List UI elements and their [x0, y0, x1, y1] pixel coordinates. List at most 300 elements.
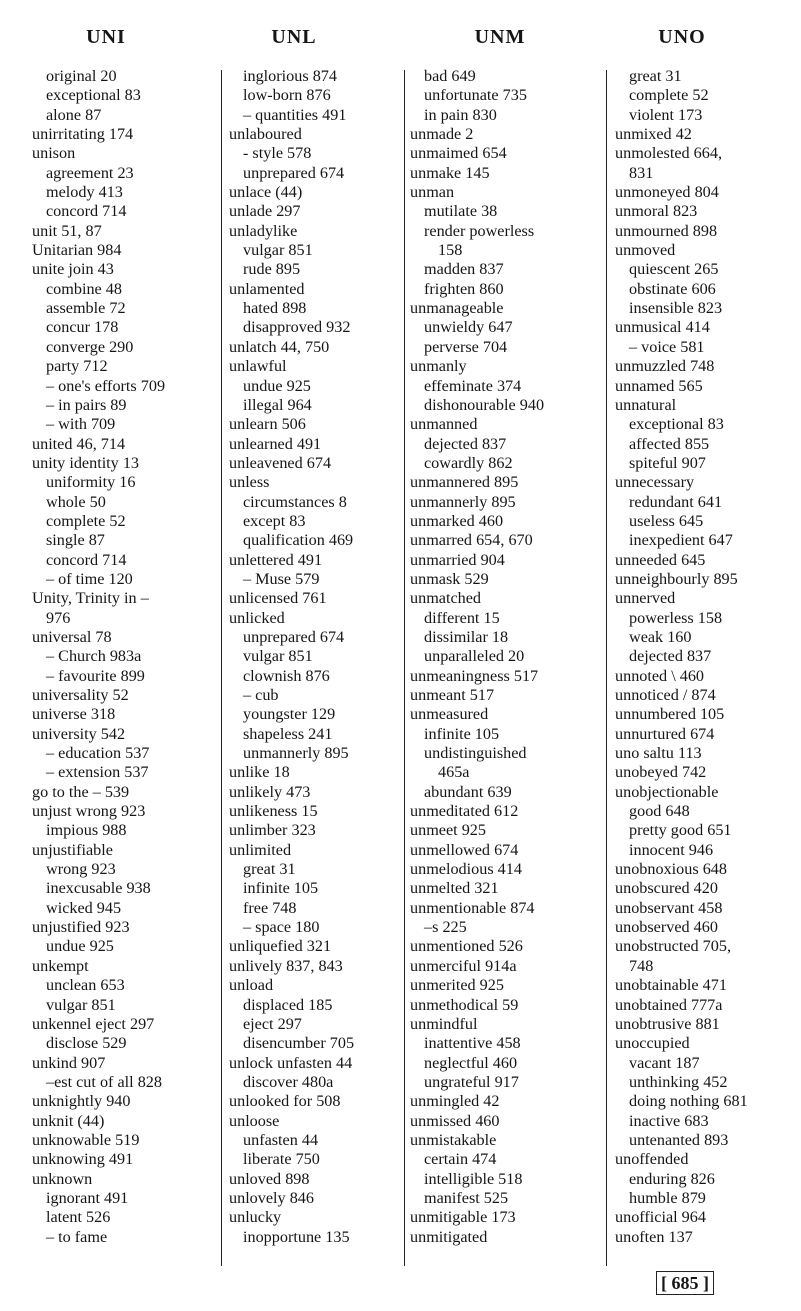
index-entry-text: good 648	[629, 802, 690, 821]
index-entry-text: university 542	[32, 724, 126, 743]
index-entry-text: unmitigated	[410, 1227, 488, 1246]
index-entry	[32, 1189, 227, 1208]
index-entry	[410, 396, 605, 415]
index-entry	[410, 802, 605, 821]
index-entry-text: unlatch 44, 750	[229, 337, 330, 356]
index-entry-text: manifest 525	[424, 1188, 509, 1207]
index-entry-text: unmerited 925	[410, 976, 504, 995]
index-entry	[229, 647, 424, 666]
index-entry-text: unofficial 964	[615, 1208, 706, 1227]
index-entry-text: unlooked for 508	[229, 1092, 341, 1111]
index-entry	[32, 551, 227, 570]
index-entry	[229, 1131, 424, 1150]
column-2	[229, 67, 424, 1247]
index-entry-text: neglectful 460	[424, 1053, 518, 1072]
index-entry	[410, 589, 605, 608]
index-entry-text: – space 180	[243, 918, 320, 937]
index-entry-text: unobstructed 705,	[615, 937, 731, 956]
index-entry	[229, 415, 424, 434]
index-entry	[615, 996, 801, 1015]
index-entry-text: clownish 876	[243, 666, 330, 685]
index-entry-text: unprepared 674	[243, 627, 345, 646]
index-entry	[410, 1054, 605, 1073]
index-entry-text: unneighbourly 895	[615, 569, 738, 588]
index-entry-text: unmeaningness 517	[410, 666, 539, 685]
index-entry-text: - style 578	[243, 144, 312, 163]
index-entry	[229, 609, 424, 628]
index-entry	[32, 763, 227, 782]
index-entry	[410, 1073, 605, 1092]
index-entry	[229, 976, 424, 995]
index-entry-text: unloose	[229, 1111, 280, 1130]
index-entry	[229, 1112, 424, 1131]
index-entry	[410, 280, 605, 299]
index-entry	[615, 1228, 801, 1247]
index-entry	[229, 1150, 424, 1169]
index-entry-text: violent 173	[629, 105, 703, 124]
index-entry	[229, 667, 424, 686]
index-entry	[229, 1073, 424, 1092]
index-entry	[615, 435, 801, 454]
index-entry-text: innocent 946	[629, 840, 714, 859]
index-entry	[229, 318, 424, 337]
index-entry-text: unite join 43	[32, 260, 114, 279]
index-entry	[229, 899, 424, 918]
index-entry	[615, 841, 801, 860]
index-entry	[229, 396, 424, 415]
index-entry	[410, 531, 605, 550]
index-entry	[229, 357, 424, 376]
index-entry	[410, 241, 605, 260]
index-entry-text: disencumber 705	[243, 1034, 355, 1053]
index-entry	[615, 937, 801, 956]
index-entry	[615, 647, 801, 666]
index-entry	[410, 435, 605, 454]
index-entry	[615, 551, 801, 570]
index-entry	[32, 1015, 227, 1034]
index-entry-text: unmoral 823	[615, 202, 698, 221]
index-entry-text: unknit (44)	[32, 1111, 105, 1130]
index-entry	[32, 744, 227, 763]
index-entry	[229, 280, 424, 299]
index-entry-text: unknowing 491	[32, 1150, 134, 1169]
index-entry	[410, 1034, 605, 1053]
index-entry	[229, 1208, 424, 1227]
index-entry	[32, 338, 227, 357]
index-entry	[615, 821, 801, 840]
index-entry	[229, 551, 424, 570]
index-entry	[32, 725, 227, 744]
index-entry-text: great 31	[629, 67, 682, 85]
index-entry-text: unmerciful 914a	[410, 956, 517, 975]
index-entry	[32, 280, 227, 299]
index-entry-text: – with 709	[46, 415, 116, 434]
index-entry	[229, 222, 424, 241]
index-entry	[229, 531, 424, 550]
index-entry-text: inexpedient 647	[629, 531, 733, 550]
index-entry-text: great 31	[243, 860, 296, 879]
index-entry	[615, 976, 801, 995]
index-entry-text: unlovely 846	[229, 1188, 314, 1207]
index-entry-text: inattentive 458	[424, 1034, 521, 1053]
index-entry	[32, 202, 227, 221]
index-entry	[615, 1073, 801, 1092]
index-entry	[32, 783, 227, 802]
index-entry-text: powerless 158	[629, 608, 723, 627]
index-entry-text: unmeet 925	[410, 821, 486, 840]
index-entry-text: cowardly 862	[424, 453, 513, 472]
index-entry	[32, 260, 227, 279]
index-entry-text: unlearned 491	[229, 434, 322, 453]
index-entry-text: unlively 837, 843	[229, 956, 343, 975]
index-entry-text: effeminate 374	[424, 376, 522, 395]
index-entry	[32, 860, 227, 879]
index-entry	[32, 415, 227, 434]
index-entry	[32, 686, 227, 705]
index-entry-text: – in pairs 89	[46, 395, 127, 414]
index-entry-text: unoften 137	[615, 1227, 693, 1246]
index-entry-text: whole 50	[46, 492, 106, 511]
index-entry-text: unobeyed 742	[615, 763, 707, 782]
index-entry	[615, 377, 801, 396]
index-entry-text: unoffended	[615, 1150, 689, 1169]
index-entry	[615, 957, 801, 976]
index-entry-text: undue 925	[46, 937, 114, 956]
column-divider	[404, 70, 405, 1266]
index-entry-text: unobjectionable	[615, 782, 719, 801]
index-entry-text: unmask 529	[410, 569, 489, 588]
index-entry	[615, 879, 801, 898]
index-entry-text: concord 714	[46, 550, 127, 569]
index-entry-text: liberate 750	[243, 1150, 320, 1169]
index-entry-text: untenanted 893	[629, 1130, 729, 1149]
index-entry-text: unmindful	[410, 1014, 478, 1033]
index-entry	[410, 821, 605, 840]
index-entry	[615, 744, 801, 763]
index-entry	[229, 144, 424, 163]
index-entry-text: exceptional 83	[629, 415, 724, 434]
index-entry-text: unmoved	[615, 241, 676, 260]
index-entry-text: unmelodious 414	[410, 860, 522, 879]
index-entry-text: unmoneyed 804	[615, 183, 719, 202]
index-entry	[410, 725, 605, 744]
index-entry	[615, 1015, 801, 1034]
index-entry-text: concord 714	[46, 202, 127, 221]
index-entry-text: unmourned 898	[615, 221, 718, 240]
index-entry	[229, 1015, 424, 1034]
index-entry	[615, 686, 801, 705]
index-entry-text: unmistakable	[410, 1130, 497, 1149]
index-entry	[410, 860, 605, 879]
index-entry	[32, 1170, 227, 1189]
index-entry-text: alone 87	[46, 105, 102, 124]
index-entry	[410, 667, 605, 686]
index-entry-text: unmanned	[410, 415, 478, 434]
index-entry-text: – cub	[243, 686, 279, 704]
index-entry	[615, 1208, 801, 1227]
index-entry	[32, 67, 227, 86]
index-entry	[32, 976, 227, 995]
index-entry	[32, 1092, 227, 1111]
index-entry-text: unmeasured	[410, 705, 489, 724]
index-entry-text: unlikely 473	[229, 782, 311, 801]
index-entry	[615, 783, 801, 802]
index-entry	[410, 67, 605, 86]
index-entry-text: unobtrusive 881	[615, 1014, 720, 1033]
index-entry-text: – extension 537	[46, 763, 149, 782]
index-entry-text: unobscured 420	[615, 879, 718, 898]
index-entry-text: unirritating 174	[32, 125, 134, 144]
index-entry-text: unmethodical 59	[410, 995, 519, 1014]
header-col-3: UNM	[474, 26, 526, 48]
index-entry-text: hated 898	[243, 299, 307, 318]
index-entry-text: bad 649	[424, 67, 476, 85]
index-entry-text: dejected 837	[424, 434, 507, 453]
index-entry-text: dishonourable 940	[424, 395, 545, 414]
index-entry	[410, 1015, 605, 1034]
index-entry-text: vulgar 851	[243, 241, 313, 260]
index-entry-text: unman	[410, 183, 455, 202]
header-col-1: UNI	[86, 26, 126, 48]
index-entry	[32, 1034, 227, 1053]
index-entry-text: unlimber 323	[229, 821, 316, 840]
index-entry	[32, 628, 227, 647]
index-entry	[32, 1073, 227, 1092]
index-entry	[615, 183, 801, 202]
index-entry	[410, 125, 605, 144]
index-entry	[32, 125, 227, 144]
index-entry-text: different 15	[424, 608, 500, 627]
index-entry	[32, 357, 227, 376]
index-entry-text: unlicensed 761	[229, 589, 327, 608]
index-entry	[615, 667, 801, 686]
index-entry	[615, 106, 801, 125]
index-entry	[32, 1112, 227, 1131]
index-entry	[32, 531, 227, 550]
index-entry	[229, 435, 424, 454]
index-entry	[615, 241, 801, 260]
index-entry-text: Unity, Trinity in –	[32, 589, 149, 608]
index-entry	[32, 473, 227, 492]
index-entry	[410, 628, 605, 647]
index-entry	[32, 937, 227, 956]
index-entry-text: unmarried 904	[410, 550, 505, 569]
index-entry	[615, 725, 801, 744]
index-entry-text: unmade 2	[410, 125, 474, 144]
index-entry-text: unjustifiable	[32, 840, 113, 859]
index-entry-text: 831	[629, 163, 654, 182]
index-entry-text: unlade 297	[229, 202, 301, 221]
index-entry	[615, 802, 801, 821]
index-entry	[32, 802, 227, 821]
index-entry	[229, 802, 424, 821]
index-entry	[229, 86, 424, 105]
index-entry	[229, 1092, 424, 1111]
index-entry-text: go to the – 539	[32, 782, 130, 801]
index-entry-text: intelligible 518	[424, 1169, 523, 1188]
index-entry-text: eject 297	[243, 1014, 302, 1033]
index-entry	[229, 512, 424, 531]
index-entry-text: wicked 945	[46, 898, 122, 917]
index-entry-text: unit 51, 87	[32, 221, 102, 240]
index-entry	[229, 1170, 424, 1189]
index-entry-text: unlawful	[229, 357, 287, 376]
index-entry-text: unobnoxious 648	[615, 860, 727, 879]
index-entry	[229, 957, 424, 976]
header-col-4: UNO	[658, 26, 706, 48]
index-entry	[32, 996, 227, 1015]
index-entry-text: obstinate 606	[629, 279, 716, 298]
index-entry-text: doing nothing 681	[629, 1092, 748, 1111]
index-entry-text: humble 879	[629, 1188, 706, 1207]
index-entry	[410, 1150, 605, 1169]
index-entry	[410, 763, 605, 782]
index-entry	[229, 1228, 424, 1247]
index-entry	[32, 183, 227, 202]
index-entry-text: unmarked 460	[410, 511, 504, 530]
index-entry-text: complete 52	[46, 511, 126, 530]
index-entry	[410, 473, 605, 492]
index-entry-text: party 712	[46, 357, 108, 376]
index-entry-text: uniformity 16	[46, 473, 136, 492]
index-entry	[410, 1112, 605, 1131]
index-entry	[615, 1170, 801, 1189]
index-entry	[615, 705, 801, 724]
index-entry	[615, 860, 801, 879]
index-entry	[229, 473, 424, 492]
index-entry-text: united 46, 714	[32, 434, 126, 453]
index-entry	[32, 144, 227, 163]
index-entry	[410, 493, 605, 512]
index-entry	[32, 318, 227, 337]
index-entry	[229, 686, 424, 705]
index-entry-text: unlearn 506	[229, 415, 306, 434]
index-entry	[32, 377, 227, 396]
index-entry-text: unkennel eject 297	[32, 1014, 155, 1033]
index-entry	[615, 1112, 801, 1131]
index-entry-text: unlaboured	[229, 125, 302, 144]
index-entry	[410, 1228, 605, 1247]
index-entry-text: inactive 683	[629, 1111, 709, 1130]
index-entry-text: unlicked	[229, 608, 285, 627]
index-entry	[229, 454, 424, 473]
index-entry	[615, 1131, 801, 1150]
index-entry-text: universal 78	[32, 627, 112, 646]
index-entry-text: assemble 72	[46, 299, 126, 318]
index-entry	[229, 841, 424, 860]
index-entry-text: unlamented	[229, 279, 305, 298]
index-entry	[615, 1034, 801, 1053]
index-entry	[410, 512, 605, 531]
index-entry	[229, 628, 424, 647]
index-entry-text: unmannerly 895	[243, 744, 349, 763]
index-entry-text: combine 48	[46, 279, 122, 298]
index-entry-text: unmitigable 173	[410, 1208, 516, 1227]
index-entry-text: undistinguished	[424, 744, 527, 763]
index-entry	[410, 1208, 605, 1227]
index-entry	[410, 338, 605, 357]
index-entry-text: latent 526	[46, 1208, 111, 1227]
index-entry-text: melody 413	[46, 183, 123, 202]
index-entry	[32, 454, 227, 473]
index-entry-text: wrong 923	[46, 860, 116, 879]
index-entry-text: unwieldy 647	[424, 318, 513, 337]
index-entry	[32, 512, 227, 531]
index-entry-text: rude 895	[243, 260, 301, 279]
index-entry-text: unclean 653	[46, 976, 125, 995]
index-entry-text: inexcusable 938	[46, 879, 151, 898]
index-entry-text: unmannerly 895	[410, 492, 516, 511]
index-entry	[410, 841, 605, 860]
index-entry-text: mutilate 38	[424, 202, 498, 221]
index-entry-text: 465a	[438, 763, 470, 782]
index-entry-text: unmanageable	[410, 299, 504, 318]
index-entry-text: infinite 105	[424, 724, 500, 743]
index-entry	[410, 415, 605, 434]
index-entry-text: unknightly 940	[32, 1092, 131, 1111]
index-entry-text: –s 225	[424, 918, 467, 937]
index-entry	[410, 705, 605, 724]
index-entry-text: unmissed 460	[410, 1111, 500, 1130]
index-entry-text: unprepared 674	[243, 163, 345, 182]
index-entry-text: redundant 641	[629, 492, 723, 511]
index-entry	[410, 551, 605, 570]
index-entry	[410, 609, 605, 628]
index-entry	[229, 493, 424, 512]
index-entry	[32, 493, 227, 512]
index-entry-text: – to fame	[46, 1227, 108, 1246]
index-entry-text: abundant 639	[424, 782, 512, 801]
index-entry-text: frighten 860	[424, 279, 504, 298]
index-entry-text: Unitarian 984	[32, 241, 122, 260]
index-entry-text: unmingled 42	[410, 1092, 500, 1111]
index-entry	[615, 86, 801, 105]
index-entry-text: unmelted 321	[410, 879, 499, 898]
index-entry-text: unison	[32, 144, 76, 163]
index-entry-text: perverse 704	[424, 337, 508, 356]
index-entry-text: unmolested 664,	[615, 144, 723, 163]
index-entry-text: unparalleled 20	[424, 647, 525, 666]
index-entry	[229, 106, 424, 125]
index-entry	[410, 879, 605, 898]
index-entry	[32, 957, 227, 976]
index-entry	[229, 125, 424, 144]
index-entry-text: undue 925	[243, 376, 311, 395]
index-entry-text: concur 178	[46, 318, 119, 337]
index-entry-text: unnatural	[615, 395, 677, 414]
index-entry-text: unnoticed / 874	[615, 686, 716, 704]
index-entry-text: insensible 823	[629, 299, 723, 318]
index-entry-text: – favourite 899	[46, 666, 145, 685]
index-entry-text: dejected 837	[629, 647, 712, 666]
index-entry-text: free 748	[243, 898, 297, 917]
index-entry	[410, 86, 605, 105]
index-entry	[229, 570, 424, 589]
index-entry	[32, 1208, 227, 1227]
index-entry	[615, 493, 801, 512]
index-entry-text: unjust wrong 923	[32, 802, 146, 821]
index-entry	[32, 918, 227, 937]
index-entry-text: unless	[229, 473, 270, 492]
index-entry	[615, 415, 801, 434]
index-entry-text: circumstances 8	[243, 492, 347, 511]
index-entry-text: vulgar 851	[46, 995, 116, 1014]
index-entry-text: –est cut of all 828	[46, 1072, 162, 1091]
index-entry	[615, 1150, 801, 1169]
index-entry-text: unmentioned 526	[410, 937, 523, 956]
index-entry	[32, 705, 227, 724]
index-entry	[410, 957, 605, 976]
